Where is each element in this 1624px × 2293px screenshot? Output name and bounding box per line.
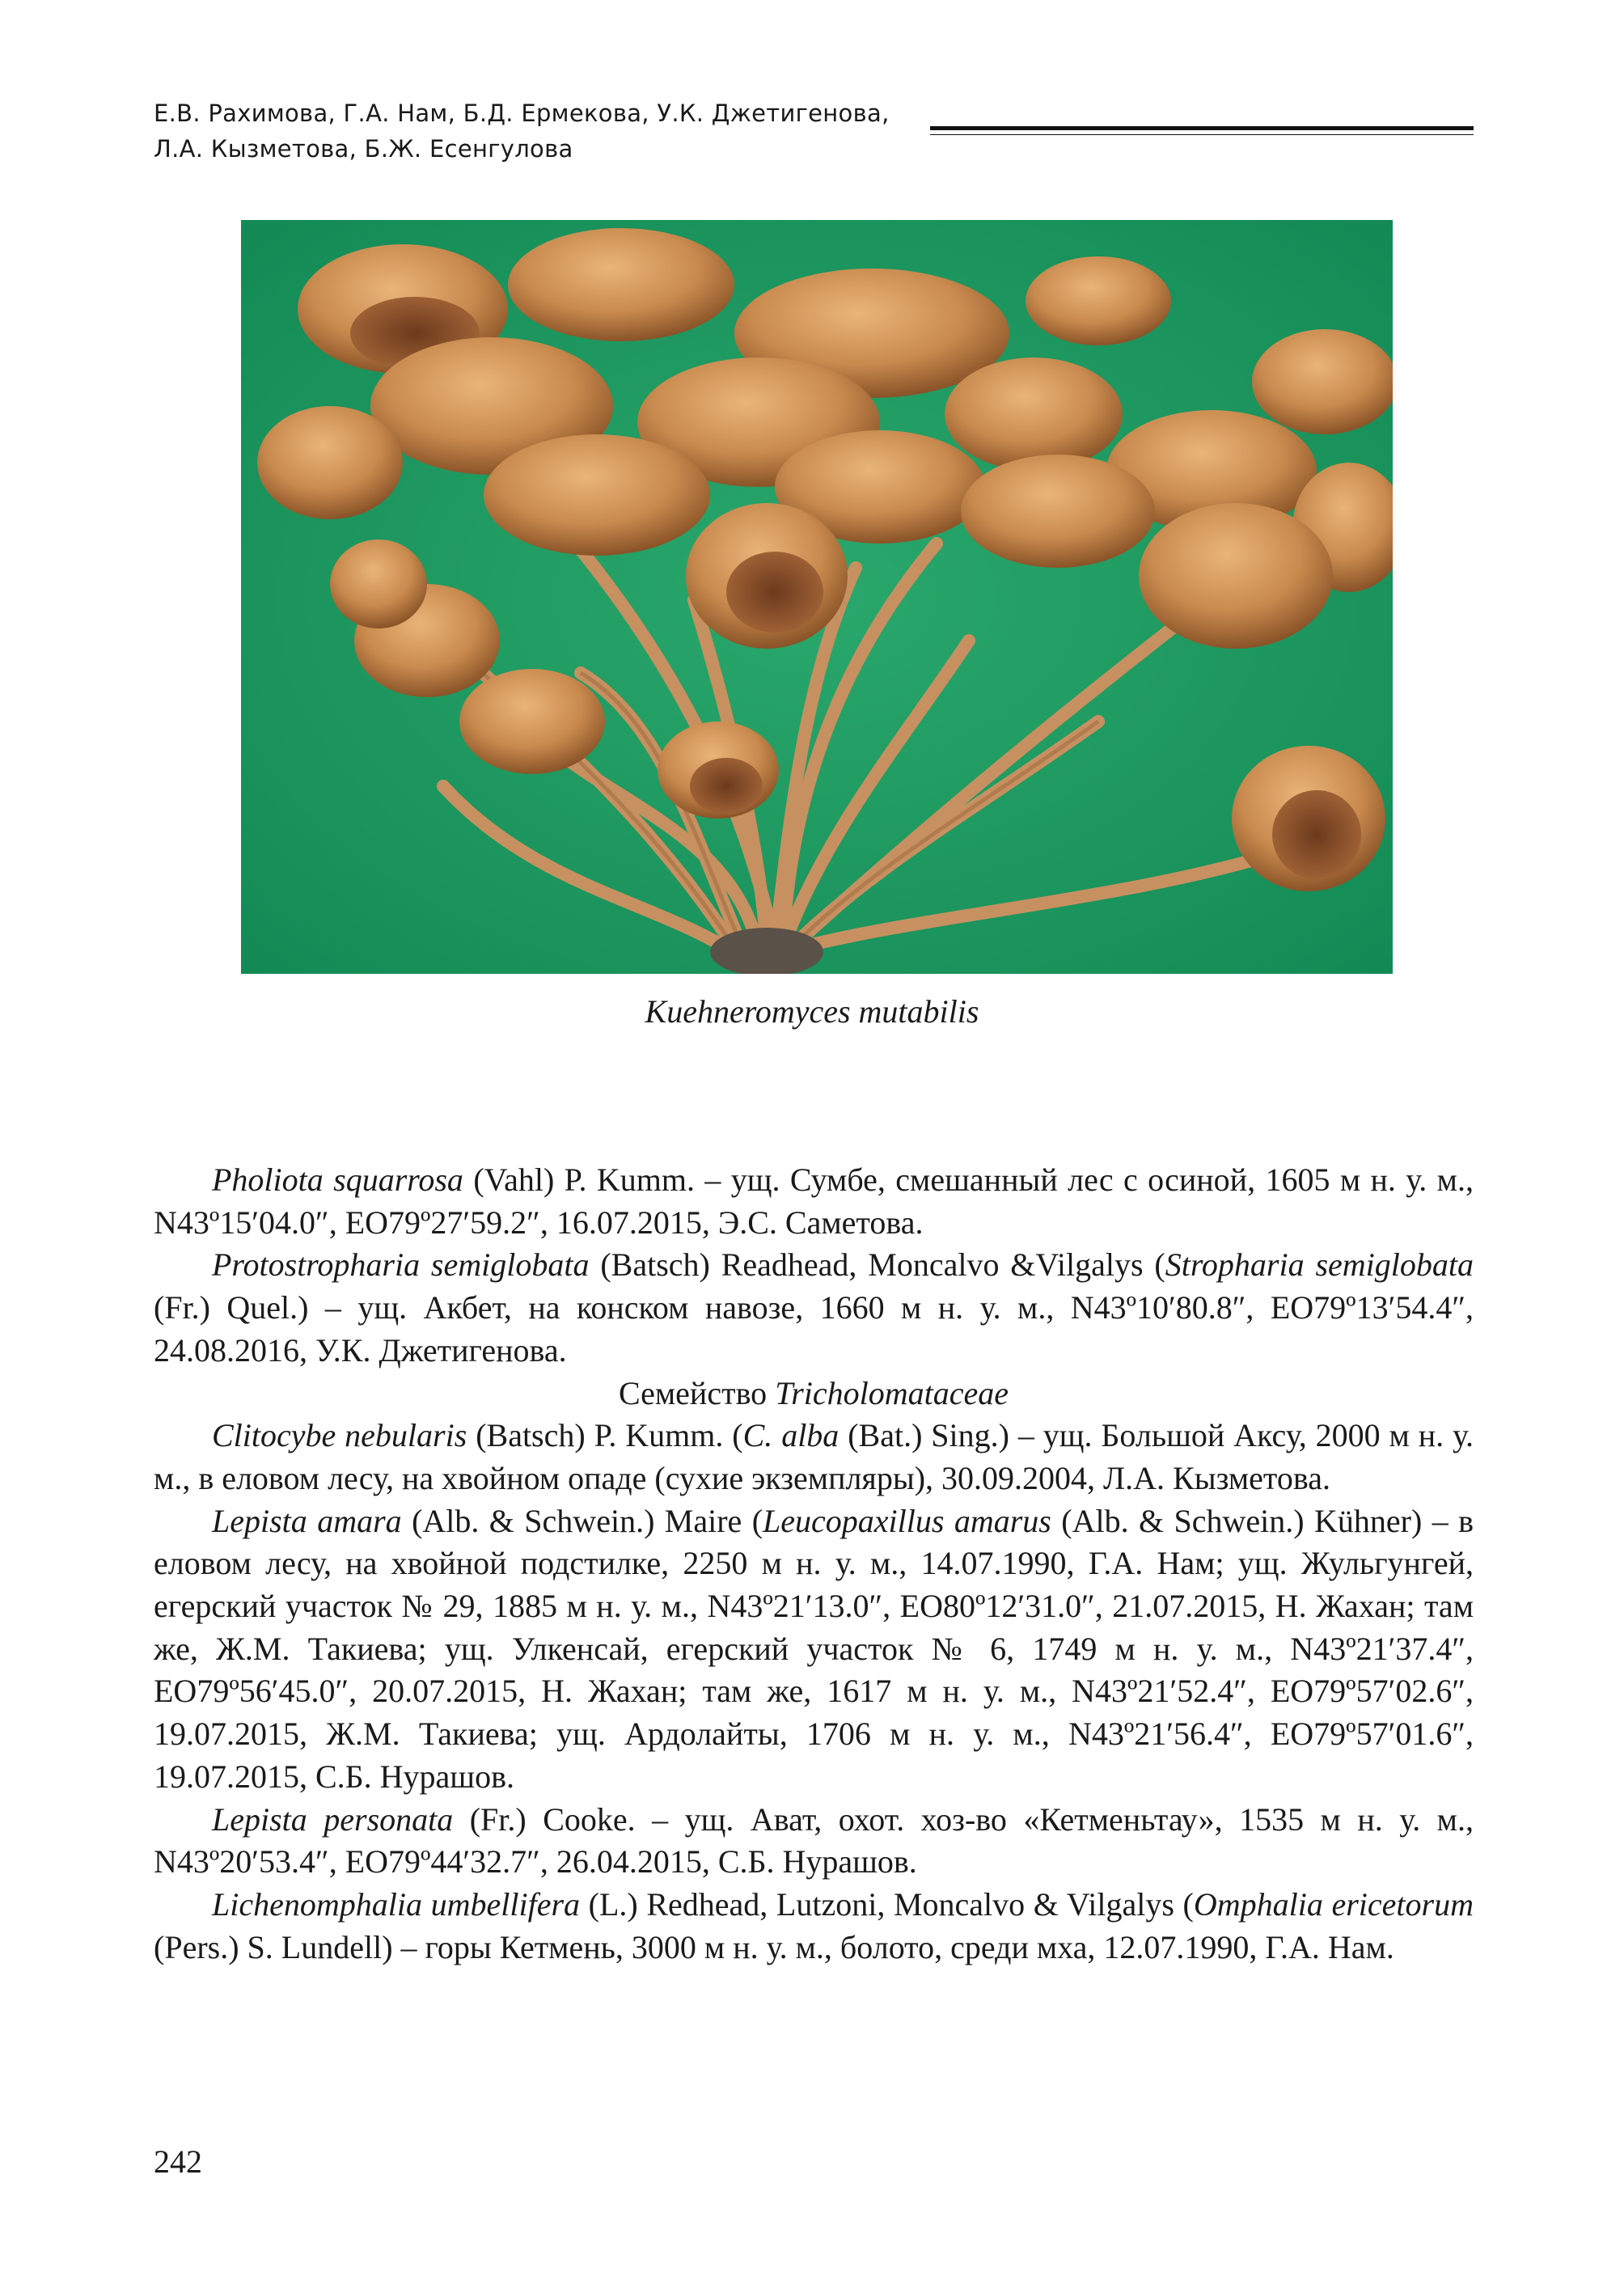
species-entry-lepista-amara	[154, 1500, 1474, 1799]
header-authors-line1: Е.В. Рахимова, Г.А. Нам, Б.Д. Ермекова, У.К. Джетигенова,	[154, 99, 890, 127]
species-name: Protostropharia semiglobata	[212, 1246, 590, 1284]
synonym-name: Stropharia semiglobata	[1165, 1246, 1474, 1284]
page-number: 242	[154, 2143, 202, 2180]
species-details: (Bat.) Sing.) – ущ. Большой Аксу, 2000 м н. у. м., в еловом лесу, на хвойном опаде (сухие экземпляры), 30.09.2004, Л.А. Кызметова.	[154, 1417, 1474, 1496]
species-details: (Alb. & Schwein.) Maire (	[401, 1502, 763, 1539]
species-details: (Vahl) P. Kumm. – ущ. Сумбе, смешанный лес с осиной, 1605 м н. у. м., N43º15′04.0″, EO79º27′59.2″, 16.07.2015, Э.С. Саметова.	[154, 1161, 1474, 1241]
species-entry-protostropharia	[154, 1244, 1474, 1372]
header-authors-line2: Л.А. Кызметова, Б.Ж. Есенгулова	[154, 135, 573, 163]
mushroom-cluster-illustration	[241, 220, 1393, 974]
species-details: (Fr.) Cooke. – ущ. Ават, охот. хоз-во «Кетменьтау», 1535 м н. у. м., N43º20′53.4″, EO79º44′32.7″, 26.04.2015, С.Б. Нурашов.	[154, 1800, 1474, 1881]
species-name: Lepista amara	[212, 1502, 402, 1539]
article-body	[154, 1159, 1474, 1969]
running-header-authors	[154, 95, 930, 167]
family-prefix: Семейство	[618, 1374, 776, 1411]
species-name: Lichenomphalia umbellifera	[212, 1885, 581, 1923]
figure-caption: Kuehneromyces mutabilis	[645, 993, 979, 1030]
species-details: (L.) Redhead, Lutzoni, Moncalvo & Vilgalys (	[580, 1885, 1194, 1923]
mushroom-photo	[241, 220, 1393, 974]
family-name: Tricholomataceae	[775, 1374, 1009, 1411]
species-details: (Alb. & Schwein.) Kühner) – в еловом лесу, на хвойной подстилке, 2250 м н. у. м., 14.07.1990, Г.А. Нам; ущ. Жульгунгей, егерский участок № 29, 1885 м н. у. м., N43º21′13.0″, EO80º12′31.0″, 21.07.2015, Н. Жахан; там же, Ж.М. Такиева; ущ. Улкенсай, егерский участок № 6, 1749 м н. у. м., N43º21′37.4″, EO79º56′45.0″, 20.07.2015, Н. Жахан; там же, 1617 м н. у. м., N43º21′52.4″, EO79º57′02.6″, 19.07.2015, Ж.М. Такиева; ущ. Ардолайты, 1706 м н. у. м., N43º21′56.4″, EO79º57′01.6″, 19.07.2015, С.Б. Нурашов.	[154, 1502, 1474, 1795]
header-rule	[930, 126, 1474, 135]
species-name: Lepista personata	[212, 1800, 454, 1838]
synonym-name: Omphalia ericetorum	[1193, 1885, 1474, 1923]
species-name: Clitocybe nebularis	[212, 1417, 467, 1454]
synonym-name: Leucopaxillus amarus	[763, 1502, 1051, 1539]
species-details: (Batsch) Readhead, Moncalvo &Vilgalys (	[589, 1246, 1165, 1284]
species-entry-clitocybe	[154, 1415, 1474, 1500]
species-details: (Fr.) Quel.) – ущ. Акбет, на конском навозе, 1660 м н. у. м., N43º10′80.8″, EO79º13′54.4″, 24.08.2016, У.К. Джетигенова.	[154, 1289, 1474, 1369]
synonym-name: C. alba	[742, 1417, 839, 1454]
species-entry-lepista-personata	[154, 1799, 1474, 1884]
species-details: (Batsch) P. Kumm. (	[467, 1417, 743, 1454]
species-name: Pholiota squarrosa	[212, 1161, 463, 1198]
species-entry-lichenomphalia	[154, 1884, 1474, 1969]
species-details: (Pers.) S. Lundell) – горы Кетмень, 3000 м н. у. м., болото, среди мха, 12.07.1990, Г.А. Нам.	[154, 1928, 1394, 1965]
species-entry-pholiota	[154, 1159, 1474, 1244]
family-heading	[154, 1373, 1474, 1415]
